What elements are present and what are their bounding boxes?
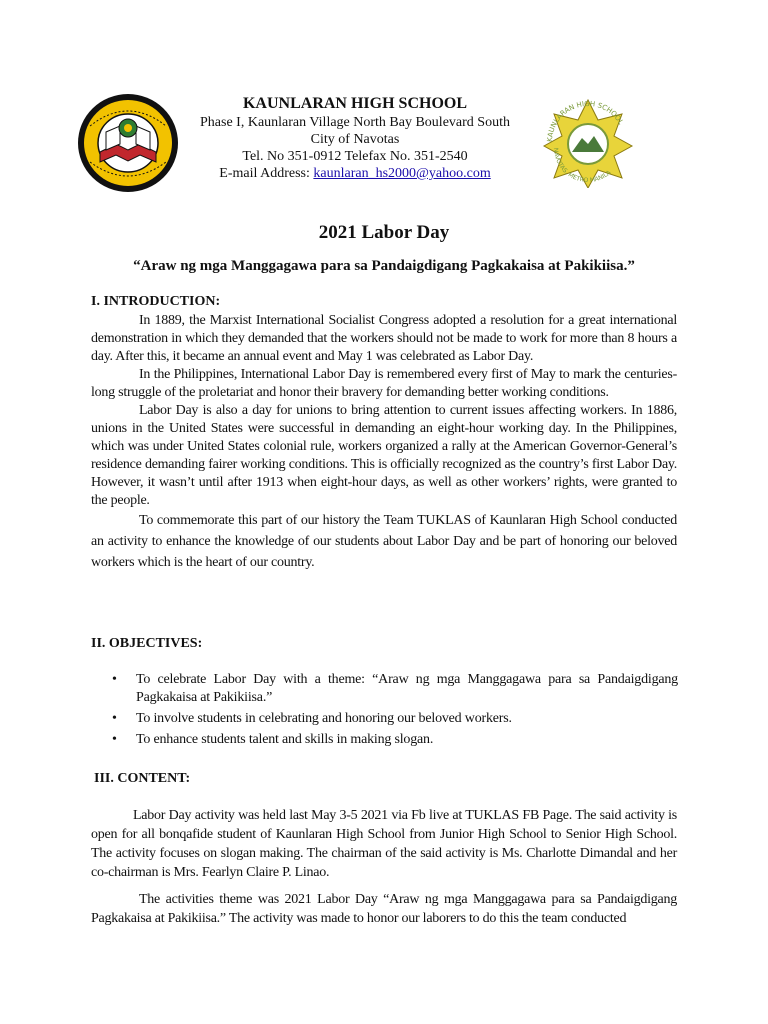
objective-text: To involve students in celebrating and honoring our beloved workers. bbox=[136, 711, 512, 726]
navotas-seal-logo bbox=[538, 96, 638, 188]
content-section bbox=[91, 806, 677, 882]
bullet-icon: • bbox=[112, 732, 117, 747]
bullet-icon: • bbox=[112, 672, 117, 687]
list-item bbox=[112, 671, 678, 707]
document-theme: “Araw ng mga Manggagawa para sa Pandaigdigang Pagkakaisa at Pakikiisa.” bbox=[133, 258, 635, 274]
email-link[interactable]: kaunlaran_hs2000@yahoo.com bbox=[313, 166, 491, 181]
document-title: 2021 Labor Day bbox=[318, 222, 450, 243]
content-section-continued bbox=[91, 890, 677, 928]
introduction-heading: I. INTRODUCTION: bbox=[91, 294, 221, 309]
objectives-list bbox=[112, 671, 678, 752]
school-seal-logo bbox=[76, 92, 180, 194]
intro-paragraph: In the Philippines, International Labor Day is remembered every first of May to mark the centuries-long struggle of the proletariat and honor their bravery for demanding better working conditions. bbox=[91, 367, 677, 400]
list-item bbox=[112, 731, 678, 749]
phone-line: Tel. No 351-0912 Telefax No. 351-2540 bbox=[242, 149, 468, 164]
seal-text-bottom: NAVOTAS, METRO MANILA bbox=[551, 147, 613, 185]
school-name: KAUNLARAN HIGH SCHOOL bbox=[242, 95, 468, 112]
intro-paragraph: In 1889, the Marxist International Socialist Congress adopted a resolution for a great international demonstration in which they demanded that the workers should not be made to work for more than 8 hours a day. After this, it became an annual event and May 1 was celebrated as Labor Day. bbox=[91, 313, 677, 364]
school-header bbox=[180, 94, 530, 182]
intro-paragraph: Labor Day is also a day for unions to bring attention to current issues affecting workers. In 1886, unions in the United States were successful in demanding an eight-hour working day. In the Philippines, which was under United States colonial rule, workers organized a rally at the American Governor-General’s residence demanding fairer working conditions. This is officially recognized as the country’s first Labor Day. However, it wasn’t until after 1913 when eight-hour days, as well as other workers’ rights, were granted to the people. bbox=[91, 403, 677, 508]
bullet-icon: • bbox=[112, 711, 117, 726]
email-label: E-mail Address: bbox=[219, 166, 314, 181]
introduction-section bbox=[91, 312, 677, 573]
address-line-1: Phase I, Kaunlaran Village North Bay Boulevard South bbox=[200, 115, 510, 130]
email-line bbox=[180, 165, 530, 182]
content-paragraph: The activities theme was 2021 Labor Day “Araw ng mga Manggagawa para sa Pandaigdigang Pagkakaisa at Pakikiisa.” The activity was made to honor our laborers to do this the team conducted bbox=[91, 892, 677, 926]
objectives-heading: II. OBJECTIVES: bbox=[91, 636, 203, 651]
intro-paragraph: To commemorate this part of our history the Team TUKLAS of Kaunlaran High School conducted an activity to enhance the knowledge of our students about Labor Day and be part of honoring our beloved workers which is the heart of our country. bbox=[91, 513, 677, 570]
address-line-2: City of Navotas bbox=[310, 132, 400, 147]
objective-text: To enhance students talent and skills in making slogan. bbox=[136, 732, 434, 747]
content-heading: III. CONTENT: bbox=[94, 771, 191, 786]
seal-text-top: KAUNLARAN HIGH SCHOOL bbox=[545, 99, 625, 143]
objective-text: To celebrate Labor Day with a theme: “Araw ng mga Manggagawa para sa Pandaigdigang Pagkakaisa at Pakikiisa.” bbox=[136, 672, 678, 705]
content-paragraph: Labor Day activity was held last May 3-5 2021 via Fb live at TUKLAS FB Page. The said activity is open for all bonqafide student of Kaunlaran High School from Junior High School to Senior High School. The activity focuses on slogan making. The chairman of the said activity is Ms. Charlotte Dimandal and her co-chairman is Mrs. Fearlyn Claire P. Linao. bbox=[91, 808, 677, 880]
list-item bbox=[112, 710, 678, 728]
